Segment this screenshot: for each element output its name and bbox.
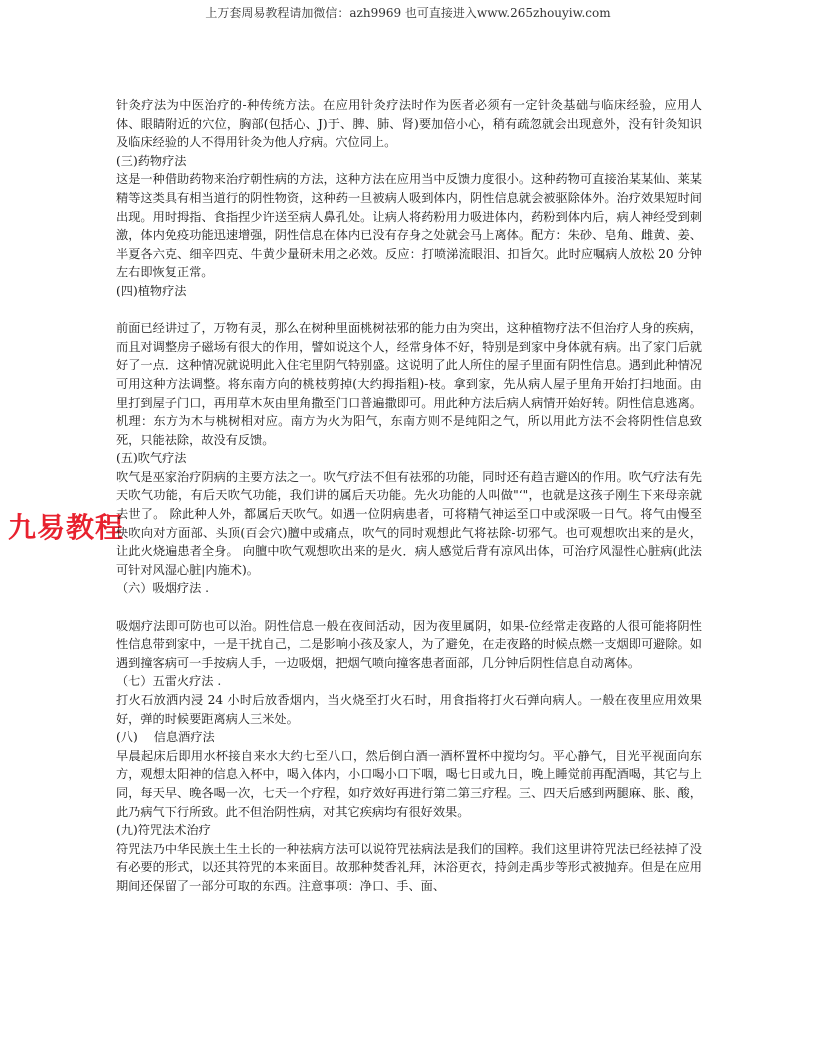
wine-heading: (八) 信息酒疗法 bbox=[116, 730, 215, 745]
page-header: 上万套周易教程请加微信：azh9969 也可直接进入www.265zhouyiw.com bbox=[205, 6, 611, 20]
thunder-heading: （七）五雷火疗法 . bbox=[116, 674, 222, 689]
medicine-paragraph: 这是一种借助药物来治疗朝性病的方法，这种方法在应用当中反馈力度很小。这种药物可直接治某某仙、莱某精等这类具有相当道行的阴性物资，这种药一旦被病人吸到体内，阴性信息就会被驱除体外。治疗效果短时间出现。用时拇指、食指捏少许送至病人鼻孔处。让病人将药粉用力吸进体内，药粉到体内后，病人神经受到刺激，体内免疫功能迅速增强，阴性信息在体内已没有存身之处就会马上离体。配方：朱砂、皂角、雌黄、姜、半夏各六克、细辛四克、牛黄少量研未用之必效。反应：打喷涕流眼泪、扣旨欠。此时应嘱病人放松 20 分钟左右即恢复正常。 bbox=[116, 172, 702, 280]
paragraph-gap bbox=[116, 301, 702, 320]
plant-paragraph: 前面已经讲过了，万物有灵，那么在树种里面桃树祛邪的能力由为突出，这种植物疗法不但治疗人身的疾病，而且对调整房子磁场有很大的作用，譬如说这个人，经常身体不好，特别是到家中身体就有病。出了家门后就好了一点．这种情况就说明此入住宅里阴气特别盛。这说明了此人所住的屋子里面有阴性信息。遇到此种情况可用这种方法调整。将东南方向的桃枝剪掉(大约拇指粗)-枝。拿到家，先从病人屋子里角开始打扫地面。由里打到屋子门口，再用草木灰由里角撒至门口普遍撒即可。用此种方法后病人病情开始好转。阴性信息逃离。机理：东方为木与桃树相对应。南方为火为阳气，东南方则不是纯阳之气，所以用此方法不会将阴性信息致死，只能祛除，故没有反馈。 bbox=[116, 321, 702, 447]
smoke-paragraph: 吸烟疗法即可防也可以治。阴性信息一般在夜间活动，因为夜里属阴，如果-位经常走夜路的人很可能将阴性性信息带到家中，一是干扰自己，二是影响小孩及家人，为了避免，在走夜路的时候点燃一支烟即可避除。如遇到撞客病可一手按病人手，一边吸烟，把烟气喷向撞客患者面部，几分钟后阴性信息自动离体。 bbox=[116, 618, 702, 670]
paragraph-gap bbox=[116, 598, 702, 617]
watermark-logo: 九易教程 bbox=[8, 511, 125, 544]
talisman-paragraph: 符咒法乃中华民族土生土长的一种祛病方法可以说符咒祛病法是我们的国粹。我们这里讲符咒法已经祛掉了没有必要的形式，以还其符咒的本来面目。故那种焚香礼拜，沐浴更衣，持剑走禹步等形式被抛弃。但是在应用期间还保留了一部分可取的东西。注意事项：净口、手、面、 bbox=[116, 841, 702, 893]
medicine-heading: (三)药物疗法 bbox=[116, 153, 187, 168]
wine-paragraph: 早晨起床后即用水杯接自来水大约七至八口，然后倒白酒一酒杯置杯中搅均匀。平心静气，目光平视面向东方，观想太阳神的信息入杯中，喝入体内，小口喝小口下咽，喝七日或九日，晚上睡觉前再配酒喝，其它与上同，每天早、晚各喝一次，七天一个疗程，如疗效好再进行第二第三疗程。三、四天后感到两腿麻、胀、酸，此乃病气下行所致。此不但治阴性病，对其它疾病均有很好效果。 bbox=[116, 748, 702, 819]
plant-heading: (四)植物疗法 bbox=[116, 283, 187, 298]
blow-heading: (五)吹气疗法 bbox=[116, 451, 187, 466]
blow-paragraph: 吹气是巫家治疗阴病的主要方法之一。吹气疗法不但有祛邪的功能，同时还有趋吉避凶的作用。吹气疗法有先天吹气功能，有后天吹气功能，我们讲的属后天功能。先火功能的人叫做"‘"，也就是这孩子刚生下来母亲就去世了。 除此种人外，都属后天吹气。如遇一位阴病患者，可将精气神运至口中或深吸一日气。将气由慢至快吹向对方面部、头顶(百会穴)膻中或痛点，吹气的同时观想此气将祛除-切邪气。也可观想吹出来的是火，让此火烧遍患者全身。 向膻中吹气观想吹出来的是火．病人感觉后背有凉风出体，可治疗风湿性心脏病(此法可针对风湿心脏|内施术)。 bbox=[116, 469, 702, 577]
thunder-paragraph: 打火石放洒内浸 24 小时后放香烟内，当火烧至打火石时，用食指将打火石弹向病人。一般在夜里应用效果好，弹的时候要距离病人三米处。 bbox=[116, 693, 702, 726]
acupuncture-paragraph: 针灸疗法为中医治疗的-种传统方法。在应用针灸疗法时作为医者必须有一定针灸基础与临床经验，应用人体、眼睛附近的穴位，胸部(包括心、J)于、脾、肺、肾)要加倍小心，稍有疏忽就会出现意外，没有针灸知识及临床经验的人不得用针灸为他人疗病。穴位同上。 bbox=[116, 98, 702, 150]
smoke-heading: （六）吸烟疗法 . bbox=[116, 581, 210, 596]
talisman-heading: (九)符咒法术治疗 bbox=[116, 823, 211, 838]
document-body bbox=[116, 96, 702, 896]
